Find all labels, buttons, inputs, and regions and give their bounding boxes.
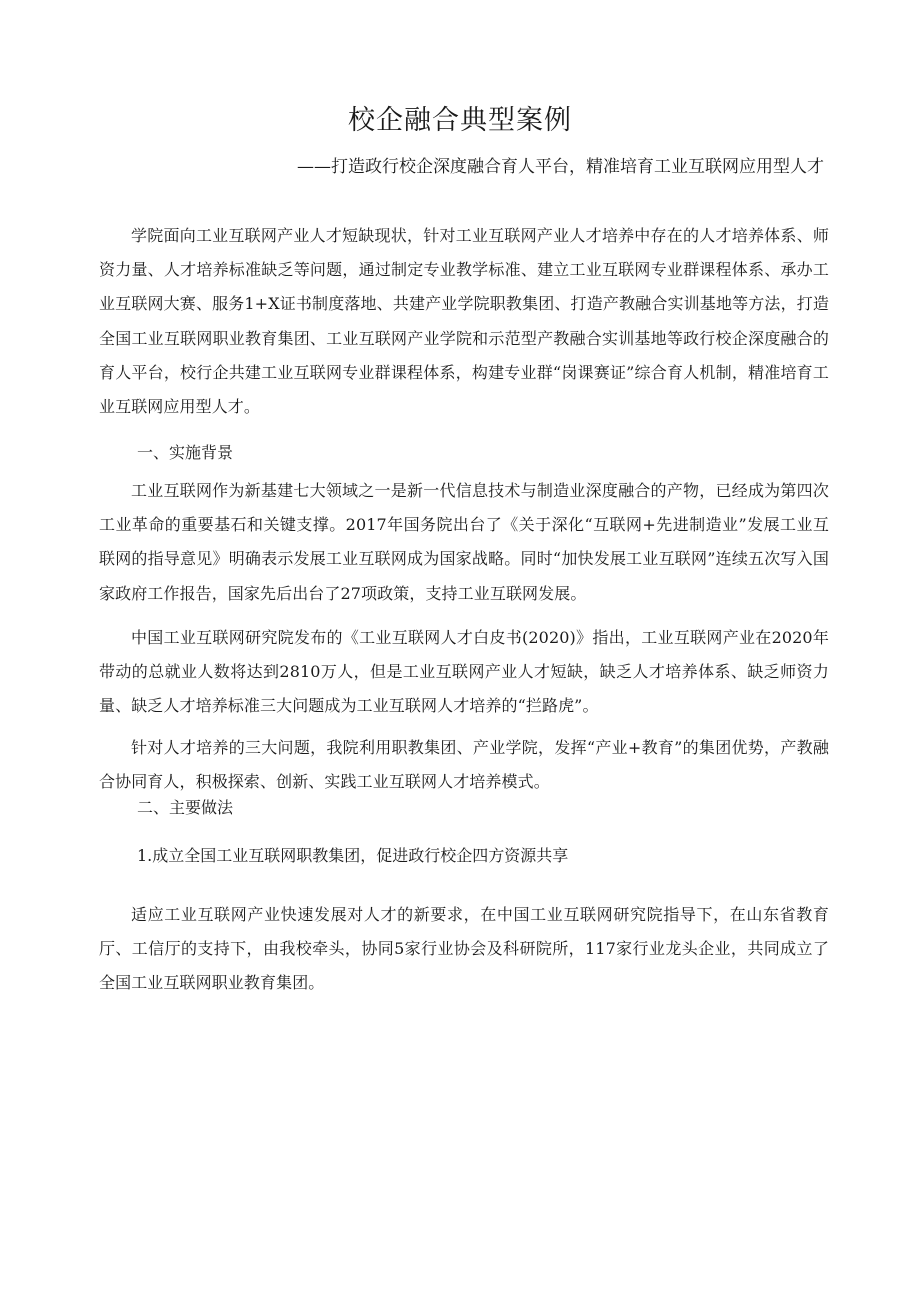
section-heading-background: 一、实施背景 [137,443,234,462]
subsection-heading-1: 1.成立全国工业互联网职教集团，促进政行校企四方资源共享 [137,846,569,865]
background-paragraph-2: 中国工业互联网研究院发布的《工业互联网人才白皮书(2020)》指出，工业互联网产业在2020年带动的总就业人数将达到2810万人，但是工业互联网产业人才短缺，缺乏人才培养体系、缺乏师资力量、缺乏人才培养标准三大问题成为工业互联网人才培养的“拦路虎”。 [99,628,829,716]
intro-paragraph: 学院面向工业互联网产业人才短缺现状，针对工业互联网产业人才培养中存在的人才培养体系、师资力量、人才培养标准缺乏等问题，通过制定专业教学标准、建立工业互联网专业群课程体系、承办工业互联网大赛、服务1+X证书制度落地、共建产业学院职教集团、打造产教融合实训基地等方法，打造全国工业互联网职业教育集团、工业互联网产业学院和示范型产教融合实训基地等政行校企深度融合的育人平台，校行企共建工业互联网专业群课程体系，构建专业群“岗课赛证”综合育人机制，精准培育工业互联网应用型人才。 [99,226,829,417]
document-subtitle: ——打造政行校企深度融合育人平台，精准培育工业互联网应用型人才 [297,157,824,177]
subsection-paragraph-1: 适应工业互联网产业快速发展对人才的新要求，在中国工业互联网研究院指导下，在山东省教育厅、工信厅的支持下，由我校牵头，协同5家行业协会及科研院所，117家行业龙头企业，共同成立了全国工业互联网职业教育集团。 [99,905,829,993]
background-paragraph-1: 工业互联网作为新基建七大领域之一是新一代信息技术与制造业深度融合的产物，已经成为第四次工业革命的重要基石和关键支撑。2017年国务院出台了《关于深化“互联网+先进制造业”发展工业互联网的指导意见》明确表示发展工业互联网成为国家战略。同时“加快发展工业互联网”连续五次写入国家政府工作报告，国家先后出台了27项政策，支持工业互联网发展。 [99,481,829,603]
document-title: 校企融合典型案例 [348,105,572,136]
background-paragraph-3: 针对人才培养的三大问题，我院利用职教集团、产业学院，发挥“产业+教育”的集团优势，产教融合协同育人，积极探索、创新、实践工业互联网人才培养模式。 [99,738,829,792]
section-heading-approach: 二、主要做法 [137,798,234,817]
